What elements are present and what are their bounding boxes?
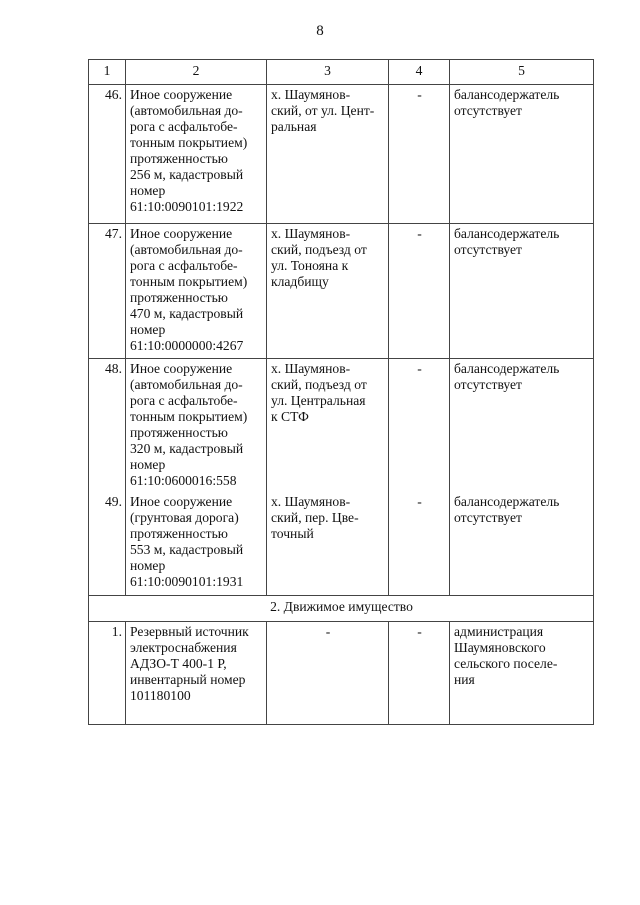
balance-holder (450, 622, 594, 725)
text-line: 320 м, кадастровый (130, 441, 244, 456)
text-line: ул. Центральная (271, 393, 366, 408)
text-line: 61:10:0600016:558 (130, 473, 237, 488)
text-line: 470 м, кадастровый (130, 306, 244, 321)
object-address (267, 85, 389, 224)
text-line: (автомобильная до- (130, 377, 243, 392)
object-address (267, 224, 389, 359)
text-line: протяженностью (130, 290, 228, 305)
text-line: Иное сооружение (130, 226, 233, 241)
text-line: ния (454, 672, 475, 687)
object-description-group (126, 359, 267, 596)
text-line: (автомобильная до- (130, 242, 243, 257)
text-line: ский, пер. Цве- (271, 510, 359, 525)
row-number: 49. (105, 494, 122, 509)
text-line: АДЗО-Т 400-1 Р, (130, 656, 227, 671)
text-line: балансодержатель (454, 361, 560, 376)
text-line: номер (130, 322, 166, 337)
text-line: номер (130, 457, 166, 472)
text-line: 553 м, кадастровый (130, 542, 244, 557)
object-description (126, 85, 267, 224)
text-line: рога с асфальтобе- (130, 258, 238, 273)
row-number: 48. (105, 361, 122, 376)
text-line: балансодержатель (454, 226, 560, 241)
text-line: протяженностью (130, 425, 228, 440)
text-line: инвентарный номер (130, 672, 246, 687)
table-header-row (89, 60, 594, 85)
text-line: тонным покрытием) (130, 274, 248, 289)
section-title: 2. Движимое имущество (89, 596, 594, 622)
page-number: 8 (316, 23, 324, 39)
balance-holder-group (450, 359, 594, 596)
text-line: тонным покрытием) (130, 135, 248, 150)
text-line: 61:10:0090101:1931 (130, 574, 244, 589)
text-line: протяженностью (130, 526, 228, 541)
table-row (89, 622, 594, 725)
text-line: отсутствует (454, 103, 523, 118)
section-row (89, 596, 594, 622)
text-line: 61:10:0000000:4267 (130, 338, 244, 353)
balance-holder (450, 85, 594, 224)
text-line: балансодержатель (454, 87, 560, 102)
text-line: Шаумяновского (454, 640, 546, 655)
text-line: балансодержатель (454, 494, 560, 509)
balance-holder (450, 224, 594, 359)
text-line: сельского поселе- (454, 656, 558, 671)
header-col-5: 5 (450, 60, 594, 85)
col4-value: - (417, 494, 422, 509)
col4-value: - (389, 622, 450, 725)
text-line: ский, от ул. Цент- (271, 103, 375, 118)
text-line: к СТФ (271, 409, 309, 424)
header-col-2: 2 (126, 60, 267, 85)
text-line: 101180100 (130, 688, 191, 703)
text-line: ский, подъезд от (271, 377, 367, 392)
text-line: 256 м, кадастровый (130, 167, 244, 182)
header-col-3: 3 (267, 60, 389, 85)
object-description (126, 622, 267, 725)
header-col-1: 1 (89, 60, 126, 85)
text-line: Резервный источник (130, 624, 249, 639)
text-line: электроснабжения (130, 640, 237, 655)
text-line: Иное сооружение (130, 87, 233, 102)
text-line: ральная (271, 119, 317, 134)
object-description (126, 224, 267, 359)
table-row (89, 359, 594, 596)
col4-value: - (417, 361, 422, 376)
text-line: отсутствует (454, 377, 523, 392)
table-row (89, 85, 594, 224)
text-line: рога с асфальтобе- (130, 119, 238, 134)
text-line: отсутствует (454, 510, 523, 525)
row-number: 1. (89, 622, 126, 725)
text-line: ул. Тонояна к (271, 258, 349, 273)
text-line: кладбищу (271, 274, 329, 289)
table-row (89, 224, 594, 359)
row-number-group (89, 359, 126, 596)
col3-value: - (267, 622, 389, 725)
text-line: протяженностью (130, 151, 228, 166)
text-line: 61:10:0090101:1922 (130, 199, 244, 214)
text-line: номер (130, 183, 166, 198)
text-line: х. Шаумянов- (271, 494, 351, 509)
text-line: отсутствует (454, 242, 523, 257)
col4-value-group (389, 359, 450, 596)
row-number: 47. (89, 224, 126, 359)
col4-value: - (389, 224, 450, 359)
row-number: 46. (89, 85, 126, 224)
text-line: тонным покрытием) (130, 409, 248, 424)
text-line: Иное сооружение (130, 494, 233, 509)
text-line: х. Шаумянов- (271, 361, 351, 376)
text-line: Иное сооружение (130, 361, 233, 376)
text-line: ский, подъезд от (271, 242, 367, 257)
text-line: х. Шаумянов- (271, 226, 351, 241)
object-address-group (267, 359, 389, 596)
text-line: х. Шаумянов- (271, 87, 351, 102)
text-line: (автомобильная до- (130, 103, 243, 118)
text-line: точный (271, 526, 314, 541)
text-line: рога с асфальтобе- (130, 393, 238, 408)
text-line: (грунтовая дорога) (130, 510, 239, 525)
property-table (88, 59, 594, 725)
text-line: номер (130, 558, 166, 573)
text-line: администрация (454, 624, 544, 639)
header-col-4: 4 (389, 60, 450, 85)
col4-value: - (389, 85, 450, 224)
